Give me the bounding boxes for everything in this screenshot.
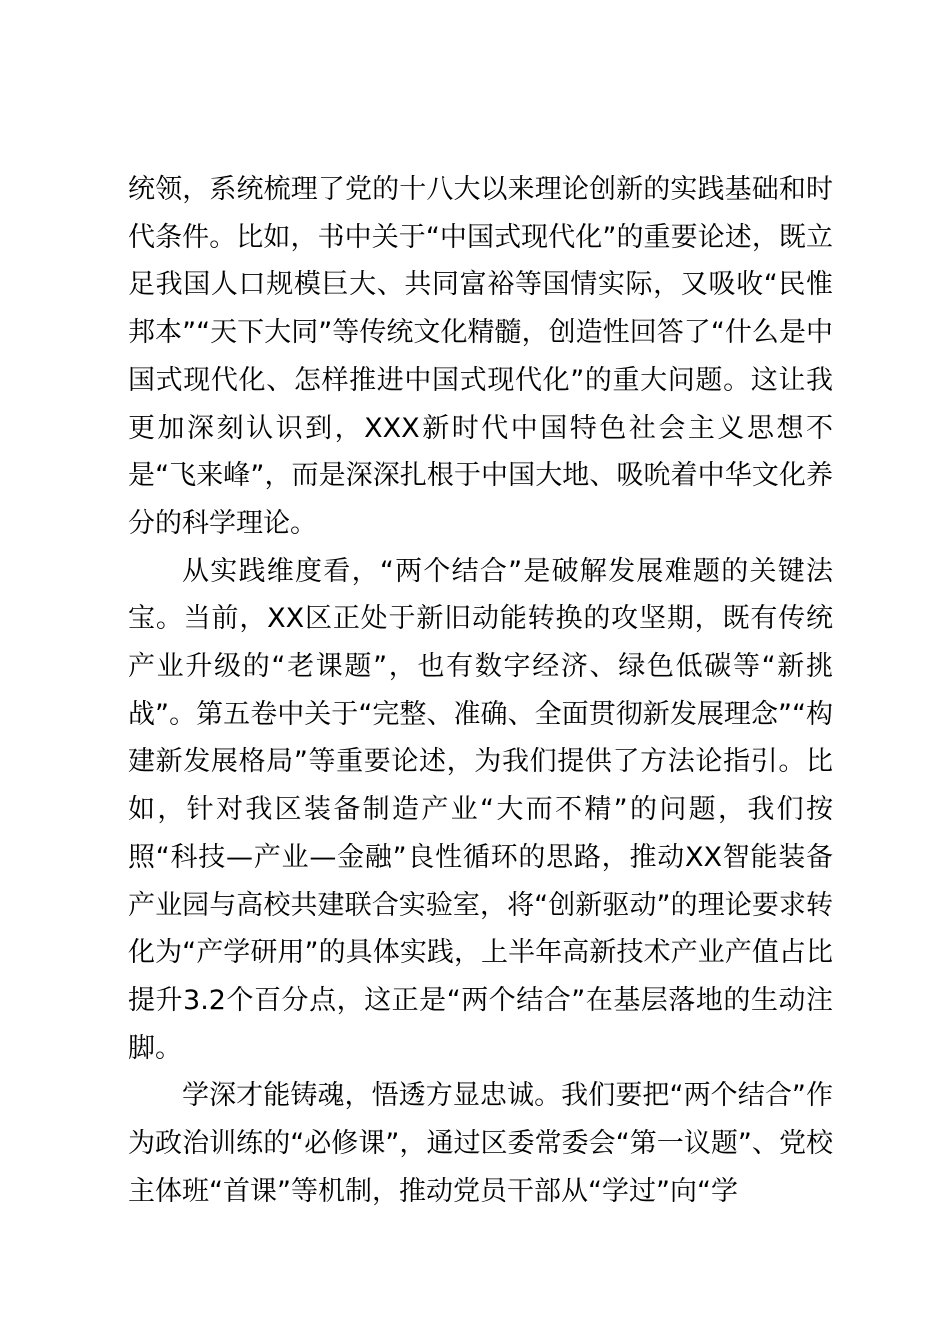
paragraph-1: 统领，系统梳理了党的十八大以来理论创新的实践基础和时代条件。比如，书中关于“中国式现代化”的重要论述，既立足我国人口规模巨大、共同富裕等国情实际，又吸收“民惟邦本”“天下大同”等传统文化精髓，创造性回答了“什么是中国式现代化、怎样推进中国式现代化”的重大问题。这让我更加深刻认识到，XXX新时代中国特色社会主义思想不是“飞来峰”，而是深深扎根于中国大地、吸吮着中华文化养分的科学理论。 bbox=[128, 174, 833, 539]
document-body bbox=[128, 166, 833, 1215]
paragraph-3: 学深才能铸魂，悟透方显忠诚。我们要把“两个结合”作为政治训练的“必修课”，通过区委常委会“第一议题”、党校主体班“首课”等机制，推动党员干部从“学过”向“学 bbox=[128, 1080, 833, 1207]
paragraph-2: 从实践维度看，“两个结合”是破解发展难题的关键法宝。当前，XX区正处于新旧动能转换的攻坚期，既有传统产业升级的“老课题”，也有数字经济、绿色低碳等“新挑战”。第五卷中关于“完整、准确、全面贯彻新发展理念”“构建新发展格局”等重要论述，为我们提供了方法论指引。比如，针对我区装备制造产业“大而不精”的问题，我们按照“科技—产业—金融”良性循环的思路，推动XX智能装备产业园与高校共建联合实验室，将“创新驱动”的理论要求转化为“产学研用”的具体实践，上半年高新技术产业产值占比提升3.2个百分点，这正是“两个结合”在基层落地的生动注脚。 bbox=[128, 555, 833, 1064]
